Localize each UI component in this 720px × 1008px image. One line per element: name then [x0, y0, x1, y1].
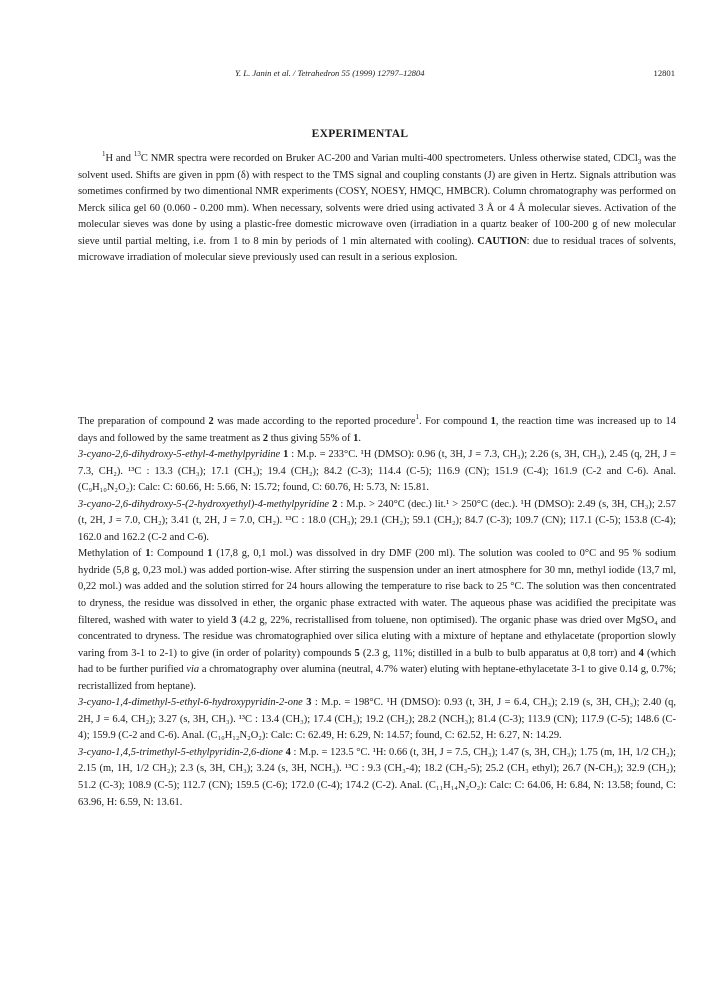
general-paragraph — [78, 151, 676, 267]
compound-ref: 1 — [353, 432, 359, 444]
experimental-procedures — [78, 414, 676, 811]
compound-number: 4 — [285, 746, 291, 758]
text-run: H and — [105, 153, 134, 164]
compound-ref: 1 — [145, 548, 151, 560]
compound-4-data — [78, 745, 676, 811]
text-run: C NMR spectra were recorded on Bruker AC-200 and Varian multi-400 spectrometers. Unless otherwise stated, CDCl — [140, 153, 638, 164]
text-run: was the solvent used. Shifts are given in ppm (δ) with respect to the TMS signal and coupling constants (J) are given in Hertz. Signals attribution was sometimes confirmed by two dimentional NMR experiments (COSY, NOESY, HMQC, HMBCR). Column chromatography was performed on Merck silica gel 60 (0.060 - 0.200 mm). When necessary, solvents were dried using activated 3 Å or 4 Å molecular sieves. Activation of the molecular sieves was done by using a plastic-free domestic microwave oven (irradiation in a quartz beaker of 100-200 g of new molecular sieve until partial melting, i.e. from 1 to 8 min by periods of 1 min alternated with cooling). — [78, 153, 677, 247]
section-title: EXPERIMENTAL — [311, 128, 409, 140]
journal-citation: Y. L. Janin et al. / Tetrahedron 55 (1999) 12797–12804 — [235, 68, 425, 78]
compound-data: : M.p. > 240°C (dec.) lit.¹ > 250°C (dec.). ¹H (DMSO): 2.49 (s, 3H, CH₃); 2.57 (t, 2H, J = 7.0, CH₂); 3.41 (t, 2H, J = 7.0, CH₂). ¹³C : 18.0 (CH₃); 29.1 (CH₂); 59.1 (CH₂); 84.7 (C-3); 109.7 (CN); 117.1 (C-5); 153.8 (C-4); 162.0 and 162.2 (C-2 and C-6). — [78, 498, 677, 543]
compound-name: 3-cyano-2,6-dihydroxy-5-ethyl-4-methylpyridine — [78, 449, 281, 461]
methylation-paragraph — [78, 546, 676, 695]
text-run: : Compound — [150, 548, 208, 560]
general-methods — [78, 151, 676, 267]
text-run: (2.3 g, 11%; distilled in a bulb to bulb apparatus at 0,8 torr) and — [359, 647, 639, 659]
text-run: thus giving 55% of — [268, 432, 354, 444]
compound-ref: 2 — [262, 432, 269, 444]
compound-ref: 3 — [231, 614, 237, 626]
preparation-paragraph — [78, 414, 676, 447]
sub-3: 3 — [637, 158, 642, 167]
compound-data: : M.p. = 123.5 °C. ¹H: 0.66 (t, 3H, J = 7.5, CH₃); 1.47 (s, 3H, CH₃); 1.75 (m, 1H, 1/2 CH₂); 2.15 (m, 1H, 1/2 CH₂); 2.3 (s, 3H, CH₃); 3.24 (s, 3H, NCH₃). ¹³C : 9.3 (CH₃-4); 18.2 (CH₃-5); 25.2 (CH₃ ethyl); 26.7 (N-CH₃); 32.9 (CH₂); 51.2 (C-3); 108.9 (C-5); 112.7 (CN); 159.5 (C-6); 172.0 (C-4); 174.2 (C-2). Anal. (C₁₁H₁₄N₂O₂): Calc: C: 64.06, H: 6.84, N: 13.58; found, C: 63.96, H: 6.59, N: 13.61. — [78, 746, 677, 808]
text-run: . For compound — [419, 416, 491, 427]
compound-ref: 4 — [638, 647, 644, 659]
compound-data: : M.p. = 198°C. ¹H (DMSO): 0.93 (t, 3H, J = 6.4, CH₃); 2.19 (s, 3H, CH₃); 2.40 (q, 2H, J = 6.4, CH₂); 3.27 (s, 3H, CH₃). ¹³C : 13.4 (CH₃); 17.4 (CH₃); 19.2 (CH₂); 28.2 (NCH₃); 81.4 (C-3); 113.9 (CN); 117.9 (C-5); 148.6 (C-4); 159.9 (C-2 and C-6). Anal. (C₁₀H₁₂N₂O₂): Calc: C: 62.49, H: 6.29, N: 14.57; found, C: 62.52, H: 6.27, N: 14.29. — [78, 697, 677, 742]
italic-term: via — [186, 664, 200, 676]
compound-name: 3-cyano-1,4,5-trimethyl-5-ethylpyridin-2,6-dione — [78, 746, 283, 758]
text-run: (which had to be further purified — [78, 647, 676, 676]
text-run: . — [358, 432, 361, 444]
text-run: Methylation of — [78, 548, 146, 560]
compound-name: 3-cyano-2,6-dihydroxy-5-(2-hydroxyethyl)-4-methylpyridine — [78, 498, 330, 510]
compound-2-data — [78, 497, 676, 547]
text-run: , the reaction time was increased up to 14 days and followed by the same treatment as — [78, 416, 676, 444]
compound-number: 1 — [283, 449, 289, 461]
text-run: was made according to the reported procedure — [213, 416, 416, 427]
caution-label: CAUTION — [477, 235, 527, 247]
compound-number: 2 — [332, 498, 338, 510]
compound-number: 3 — [306, 697, 312, 709]
page-number: 12801 — [653, 68, 675, 78]
compound-ref: 2 — [208, 416, 214, 427]
reference-sup: 1 — [415, 412, 420, 421]
compound-1-data — [78, 447, 676, 497]
compound-ref: 1 — [207, 548, 213, 560]
running-head — [80, 68, 675, 82]
compound-ref: 1 — [490, 416, 496, 427]
text-run: a chromatography over alumina (neutral, 4.7% water) eluting with heptane-ethylacetate 3-1 to give 0.14 g, 0.7%; recristallized from heptane). — [78, 664, 677, 692]
sup-1: 1 — [102, 149, 106, 158]
sup-13: 13 — [133, 149, 141, 158]
compound-data: : M.p. = 233°C. ¹H (DMSO): 0.96 (t, 3H, J = 7.3, CH₃); 2.26 (s, 3H, CH₃), 2.45 (q, 2H, J = 7.3, CH₂). ¹³C : 13.3 (CH₃); 17.1 (CH₃); 19.4 (CH₂); 84.2 (C-3); 114.4 (C-5); 116.9 (CN); 151.9 (C-4); 161.9 (C-2 and C-6). Anal. (C₉H₁₀N₂O₂): Calc: C: 60.66, H: 5.66, N: 15.72; found, C: 60.76, H: 5.73, N: 15.81. — [78, 449, 676, 494]
text-run: The preparation of compound — [78, 416, 209, 427]
compound-name: 3-cyano-1,4-dimethyl-5-ethyl-6-hydroxypyridin-2-one — [78, 697, 303, 709]
compound-3-data — [78, 695, 676, 745]
compound-ref: 5 — [354, 647, 360, 659]
text-run: (4.2 g, 22%, recristallised from toluene, non optimised). The organic phase was dried over MgSO₄ and concentrated to dryness. The residue was chromatographied over silica eluting with a mixture of heptane and ethylacetate (proportion slowly varing from 3-1 to 2-1) to give (in order of polarity) compounds — [78, 614, 676, 659]
caution-text: : due to residual traces of solvents, microwave irradiation of molecular sieve previously used can result in a serious explosion. — [78, 235, 676, 264]
text-run: (17,8 g, 0,1 mol.) was dissolved in dry DMF (200 ml). The solution was cooled to 0°C and 95 % sodium hydride (5,8 g, 0,23 mol.) was added portion-wise. After stirring the suspension under an inert atmosphere for 30 mn, methyl iodide (13,7 ml, 0,22 mol.) was added and the solution stirred for 24 hours allowing the temperature to rise back to 25 °C. The solution was then concentrated to dryness, the residue was dissolved in ether, the organic phase extracted with water. The aqueous phase was acidified the precipitate was filtered, washed with water to yield — [78, 548, 676, 626]
